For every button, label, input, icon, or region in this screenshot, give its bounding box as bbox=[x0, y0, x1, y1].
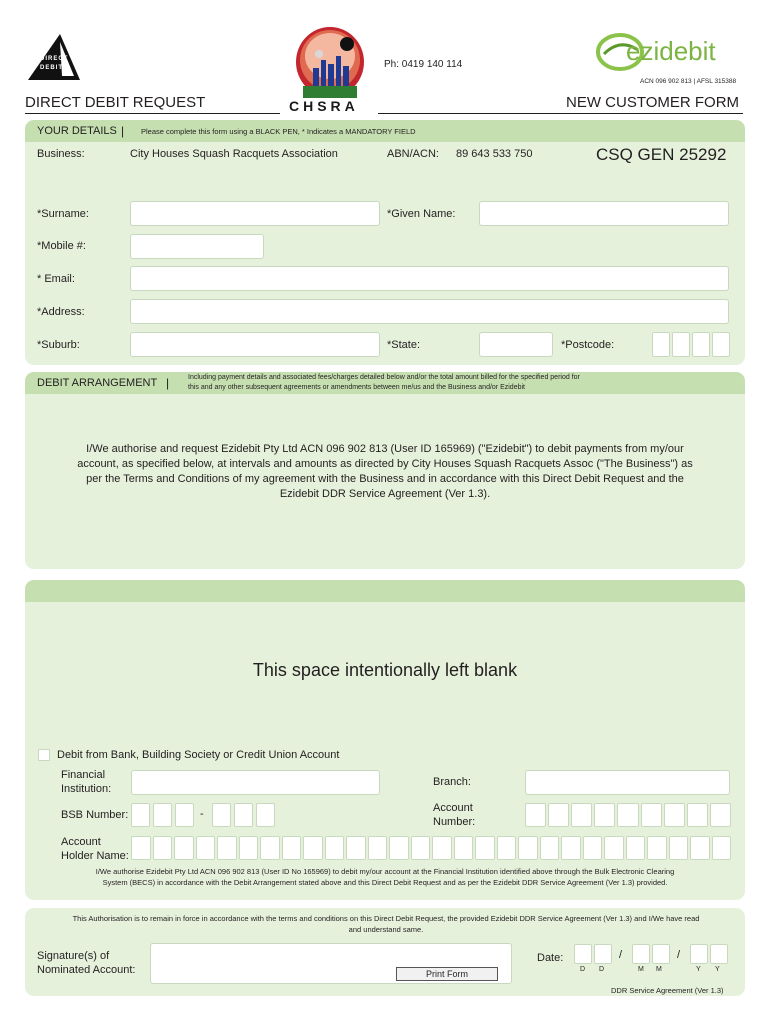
chsra-emblem-icon bbox=[295, 26, 365, 98]
your-details-heading: YOUR DETAILS bbox=[37, 125, 117, 137]
financial-institution-field[interactable] bbox=[131, 770, 380, 795]
chsra-logo-text: CHSRA bbox=[289, 98, 359, 114]
date-month-hint: M bbox=[656, 966, 662, 973]
date-year-hint: Y bbox=[696, 966, 701, 973]
account-number-digit[interactable] bbox=[710, 803, 731, 827]
account-holder-char[interactable] bbox=[303, 836, 323, 860]
signature-label: Signature(s) of Nominated Account: bbox=[37, 950, 136, 976]
given-name-field[interactable] bbox=[479, 201, 729, 226]
account-holder-char[interactable] bbox=[647, 836, 667, 860]
bsb-digit[interactable] bbox=[212, 803, 231, 827]
account-holder-char[interactable] bbox=[454, 836, 474, 860]
postcode-label: *Postcode: bbox=[561, 339, 615, 351]
account-number-digit[interactable] bbox=[548, 803, 569, 827]
account-holder-char[interactable] bbox=[131, 836, 151, 860]
date-month-digit[interactable] bbox=[632, 944, 650, 964]
ezidebit-wordmark: ezidebit bbox=[626, 36, 716, 66]
date-separator: / bbox=[677, 949, 681, 961]
bsb-digit[interactable] bbox=[256, 803, 275, 827]
authorisation-line: I/We authorise and request Ezidebit Pty Ltd ACN 096 902 813 (User ID 165969) ("Ezidebit") to debit payments from my/our bbox=[86, 443, 684, 455]
financial-institution-label: Financial Institution: bbox=[61, 769, 112, 795]
suburb-label: *Suburb: bbox=[37, 339, 80, 351]
debit-arrangement-separator: | bbox=[166, 376, 170, 390]
date-day-hint: D bbox=[599, 966, 605, 973]
account-number-digit[interactable] bbox=[571, 803, 592, 827]
ezidebit-logo bbox=[592, 30, 748, 76]
bsb-digit[interactable] bbox=[175, 803, 194, 827]
direct-debit-logo-line1: DIRECT bbox=[40, 56, 69, 62]
date-day-hint: D bbox=[580, 966, 586, 973]
account-holder-char[interactable] bbox=[432, 836, 452, 860]
account-holder-char[interactable] bbox=[217, 836, 237, 860]
account-number-label: Account Number: bbox=[433, 802, 476, 828]
acn-afsl: ACN 096 902 813 | AFSL 315388 bbox=[640, 78, 737, 85]
given-name-label: *Given Name: bbox=[387, 208, 456, 220]
abn-value: 89 643 533 750 bbox=[456, 148, 533, 160]
authorisation-term: This Authorisation is to remain in force in accordance with the terms and conditions on this Direct Debit Request, the provided Ezidebit DDR Service Agreement (Ver 1.3) and I/We have read and understand same. bbox=[72, 914, 700, 934]
business-value: City Houses Squash Racquets Association bbox=[130, 148, 338, 160]
account-holder-char[interactable] bbox=[475, 836, 495, 860]
date-label: Date: bbox=[537, 952, 564, 964]
surname-field[interactable] bbox=[130, 201, 380, 226]
account-holder-char[interactable] bbox=[669, 836, 689, 860]
suburb-field[interactable] bbox=[130, 332, 380, 357]
account-holder-char[interactable] bbox=[153, 836, 173, 860]
bank-account-checkbox[interactable] bbox=[38, 749, 50, 761]
authorisation-line: account, as specified below, at intervals and amounts as directed by City Houses Squash Racquets Assoc ("The Business") as bbox=[77, 458, 693, 470]
debit-arrangement-note-line2: this and any other subsequent agreements or amendments between me/us and the Business and/or Ezidebit bbox=[188, 384, 525, 391]
date-month-digit[interactable] bbox=[652, 944, 670, 964]
account-holder-char[interactable] bbox=[518, 836, 538, 860]
blank-space-text: This space intentionally left blank bbox=[252, 660, 518, 680]
account-holder-boxes bbox=[131, 836, 731, 860]
header-divider-left bbox=[25, 113, 280, 114]
account-holder-char[interactable] bbox=[325, 836, 345, 860]
date-day-digit[interactable] bbox=[594, 944, 612, 964]
account-holder-char[interactable] bbox=[626, 836, 646, 860]
account-holder-char[interactable] bbox=[604, 836, 624, 860]
account-holder-char[interactable] bbox=[260, 836, 280, 860]
account-holder-char[interactable] bbox=[368, 836, 388, 860]
postcode-digit[interactable] bbox=[712, 332, 730, 357]
account-number-digit[interactable] bbox=[687, 803, 708, 827]
date-year-digit[interactable] bbox=[710, 944, 728, 964]
account-number-digit[interactable] bbox=[641, 803, 662, 827]
bank-account-checkbox-label: Debit from Bank, Building Society or Credit Union Account bbox=[57, 749, 340, 761]
account-holder-char[interactable] bbox=[712, 836, 732, 860]
authorisation-line: Ezidebit DDR Service Agreement (Ver 1.3). bbox=[279, 488, 491, 500]
date-month-hint: M bbox=[638, 966, 644, 973]
ddr-version: DDR Service Agreement (Ver 1.3) bbox=[611, 986, 724, 995]
chsra-logo bbox=[284, 26, 376, 114]
account-holder-char[interactable] bbox=[497, 836, 517, 860]
direct-debit-logo-line2: DEBIT bbox=[40, 65, 63, 71]
address-label: *Address: bbox=[37, 306, 85, 318]
print-form-button[interactable]: Print Form bbox=[396, 967, 498, 981]
debit-arrangement-heading: DEBIT ARRANGEMENT bbox=[37, 377, 158, 389]
email-field[interactable] bbox=[130, 266, 729, 291]
account-holder-char[interactable] bbox=[411, 836, 431, 860]
account-number-boxes bbox=[525, 803, 731, 827]
date-separator: / bbox=[619, 949, 623, 961]
phone-number: Ph: 0419 140 114 bbox=[384, 59, 463, 70]
mobile-label: *Mobile #: bbox=[37, 240, 86, 252]
account-holder-label: Account Holder Name: bbox=[61, 836, 129, 862]
abn-label: ABN/ACN: bbox=[387, 148, 439, 160]
customer-code: CSQ GEN 25292 bbox=[596, 145, 727, 164]
account-number-digit[interactable] bbox=[594, 803, 615, 827]
account-holder-char[interactable] bbox=[239, 836, 259, 860]
bsb-label: BSB Number: bbox=[61, 809, 129, 821]
bsb-dash: - bbox=[200, 808, 204, 820]
account-holder-char[interactable] bbox=[174, 836, 194, 860]
postcode-digit[interactable] bbox=[652, 332, 670, 357]
debit-arrangement-note-line1: Including payment details and associated fees/charges detailed below and/or the total amount billed for the specified period for bbox=[188, 374, 580, 381]
bank-header bbox=[25, 580, 745, 602]
account-holder-char[interactable] bbox=[282, 836, 302, 860]
account-holder-char[interactable] bbox=[690, 836, 710, 860]
branch-label: Branch: bbox=[433, 776, 471, 788]
state-label: *State: bbox=[387, 339, 421, 351]
date-year-digit[interactable] bbox=[690, 944, 708, 964]
date-day-digit[interactable] bbox=[574, 944, 592, 964]
bsb-digit[interactable] bbox=[153, 803, 172, 827]
address-field[interactable] bbox=[130, 299, 729, 324]
account-holder-char[interactable] bbox=[540, 836, 560, 860]
date-year-hint: Y bbox=[715, 966, 720, 973]
page-title-right: NEW CUSTOMER FORM bbox=[566, 94, 740, 111]
account-number-digit[interactable] bbox=[664, 803, 685, 827]
state-field[interactable] bbox=[479, 332, 553, 357]
authorisation-text bbox=[30, 442, 740, 502]
account-holder-char[interactable] bbox=[346, 836, 366, 860]
surname-label: *Surname: bbox=[37, 208, 89, 220]
your-details-separator: | bbox=[121, 124, 125, 138]
branch-field[interactable] bbox=[525, 770, 730, 795]
email-label: * Email: bbox=[37, 273, 75, 285]
account-holder-char[interactable] bbox=[196, 836, 216, 860]
authorisation-line: per the Terms and Conditions of my agreement with the Business and in accordance with this Direct Debit Request and the bbox=[86, 473, 684, 485]
account-holder-char[interactable] bbox=[389, 836, 409, 860]
postcode-digit[interactable] bbox=[692, 332, 710, 357]
mobile-field[interactable] bbox=[130, 234, 264, 259]
account-holder-char[interactable] bbox=[561, 836, 581, 860]
header-divider-right bbox=[378, 113, 743, 114]
becs-authorisation: I/We authorise Ezidebit Pty Ltd ACN 096 902 813 (User ID No 165969) to debit my/our account at the Financial Institution identified above through the Bulk Electronic Clearing System (BECS) in accordance with the Debit Arrangement stated above and this Direct Debit Request and as per the Ezidebit DDR Service Agreement (Ver 1.3) provided. bbox=[95, 867, 675, 887]
direct-debit-logo bbox=[26, 32, 82, 84]
your-details-instruction: Please complete this form using a BLACK PEN, * Indicates a MANDATORY FIELD bbox=[141, 127, 416, 136]
bsb-digit[interactable] bbox=[131, 803, 150, 827]
account-number-digit[interactable] bbox=[525, 803, 546, 827]
business-label: Business: bbox=[37, 148, 85, 160]
account-holder-char[interactable] bbox=[583, 836, 603, 860]
postcode-digit[interactable] bbox=[672, 332, 690, 357]
bsb-digit[interactable] bbox=[234, 803, 253, 827]
account-number-digit[interactable] bbox=[617, 803, 638, 827]
page-title-left: DIRECT DEBIT REQUEST bbox=[25, 94, 206, 111]
